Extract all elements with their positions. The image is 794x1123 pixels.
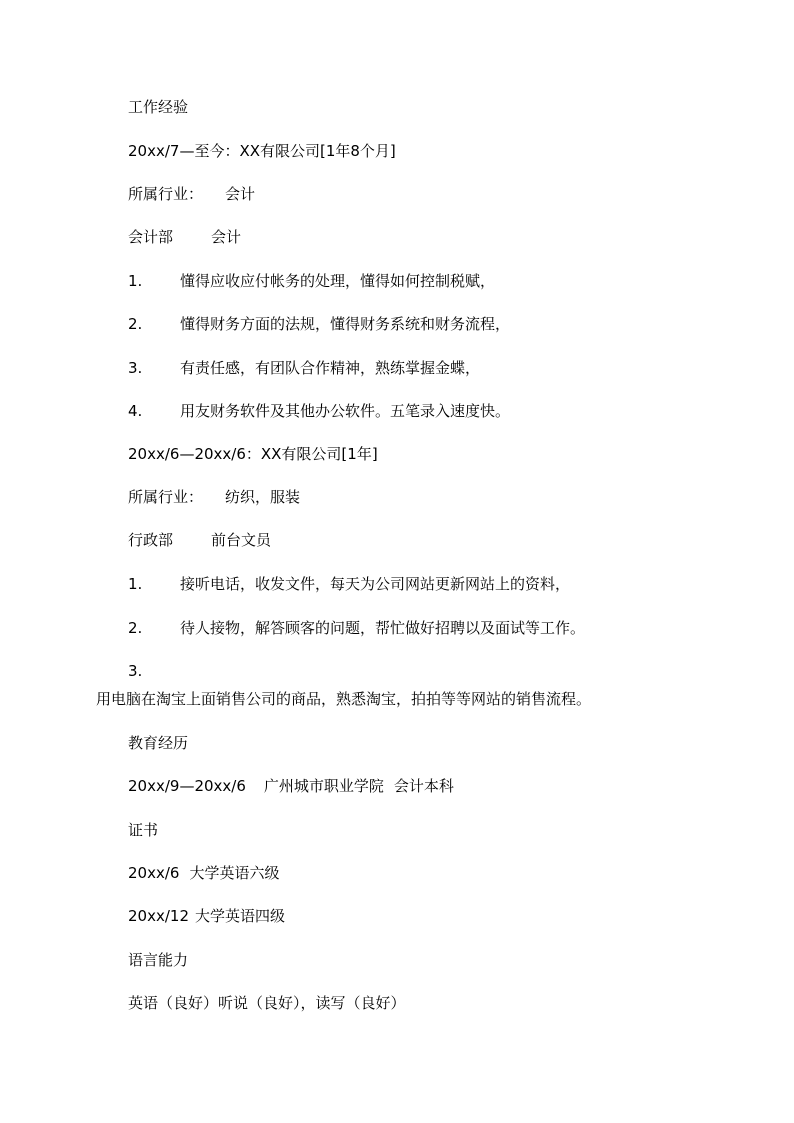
language-heading: 语言能力: [128, 951, 189, 969]
job2-dept-position: [128, 530, 271, 550]
education-period: 20xx/9—20xx/6: [128, 777, 246, 795]
item-text: 待人接物，解答顾客的问题，帮忙做好招聘以及面试等工作。: [180, 619, 586, 637]
language-line: 英语（良好）听说（良好），读写（良好）: [128, 994, 406, 1012]
item-number: 1.: [128, 575, 143, 593]
item-text: 接听电话，收发文件，每天为公司网站更新网站上的资料，: [180, 575, 571, 593]
item-number: 4.: [128, 402, 143, 420]
industry-label: 所属行业：: [128, 185, 204, 203]
industry-label: 所属行业：: [128, 488, 204, 506]
cert-name: 大学英语四级: [194, 907, 285, 925]
item-number: 2.: [128, 619, 143, 637]
cert-name: 大学英语六级: [189, 864, 280, 882]
item-text: 有责任感，有团队合作精神，熟练掌握金蝶，: [180, 359, 481, 377]
job1-industry: [128, 184, 255, 204]
dept-label: 行政部: [128, 531, 174, 549]
education-school: 广州城市职业学院: [263, 777, 384, 795]
job2-period: 20xx/6—20xx/6：XX有限公司[1年]: [128, 445, 378, 463]
position-label: 会计: [211, 228, 242, 246]
cert-date: 20xx/12: [128, 907, 189, 925]
item-text: 懂得应收应付帐务的处理，懂得如何控制税赋，: [180, 272, 496, 290]
job1-dept-position: [128, 227, 241, 247]
job2-industry: [128, 487, 300, 507]
item-number: 2.: [128, 315, 143, 333]
item-number: 3.: [128, 359, 143, 377]
item-number: 3.: [128, 662, 143, 680]
job1-period: 20xx/7—至今：XX有限公司[1年8个月]: [128, 142, 396, 160]
education-entry: [128, 776, 454, 796]
dept-label: 会计部: [128, 228, 174, 246]
certificates-heading: 证书: [128, 821, 159, 839]
cert-entry-2: [128, 906, 285, 926]
education-heading: 教育经历: [128, 734, 189, 752]
position-label: 前台文员: [211, 531, 272, 549]
cert-date: 20xx/6: [128, 864, 180, 882]
industry-value: 纺织，服装: [225, 488, 301, 506]
cert-entry-1: [128, 863, 279, 883]
education-major: 会计本科: [393, 777, 454, 795]
item-text: 懂得财务方面的法规，懂得财务系统和财务流程，: [180, 315, 511, 333]
job2-item-3-text: 用电脑在淘宝上面销售公司的商品，熟悉淘宝，拍拍等等网站的销售流程。: [96, 690, 592, 708]
item-number: 1.: [128, 272, 143, 290]
work-experience-heading: 工作经验: [128, 98, 189, 116]
item-text: 用友财务软件及其他办公软件。五笔录入速度快。: [180, 402, 511, 420]
industry-value: 会计: [225, 185, 256, 203]
